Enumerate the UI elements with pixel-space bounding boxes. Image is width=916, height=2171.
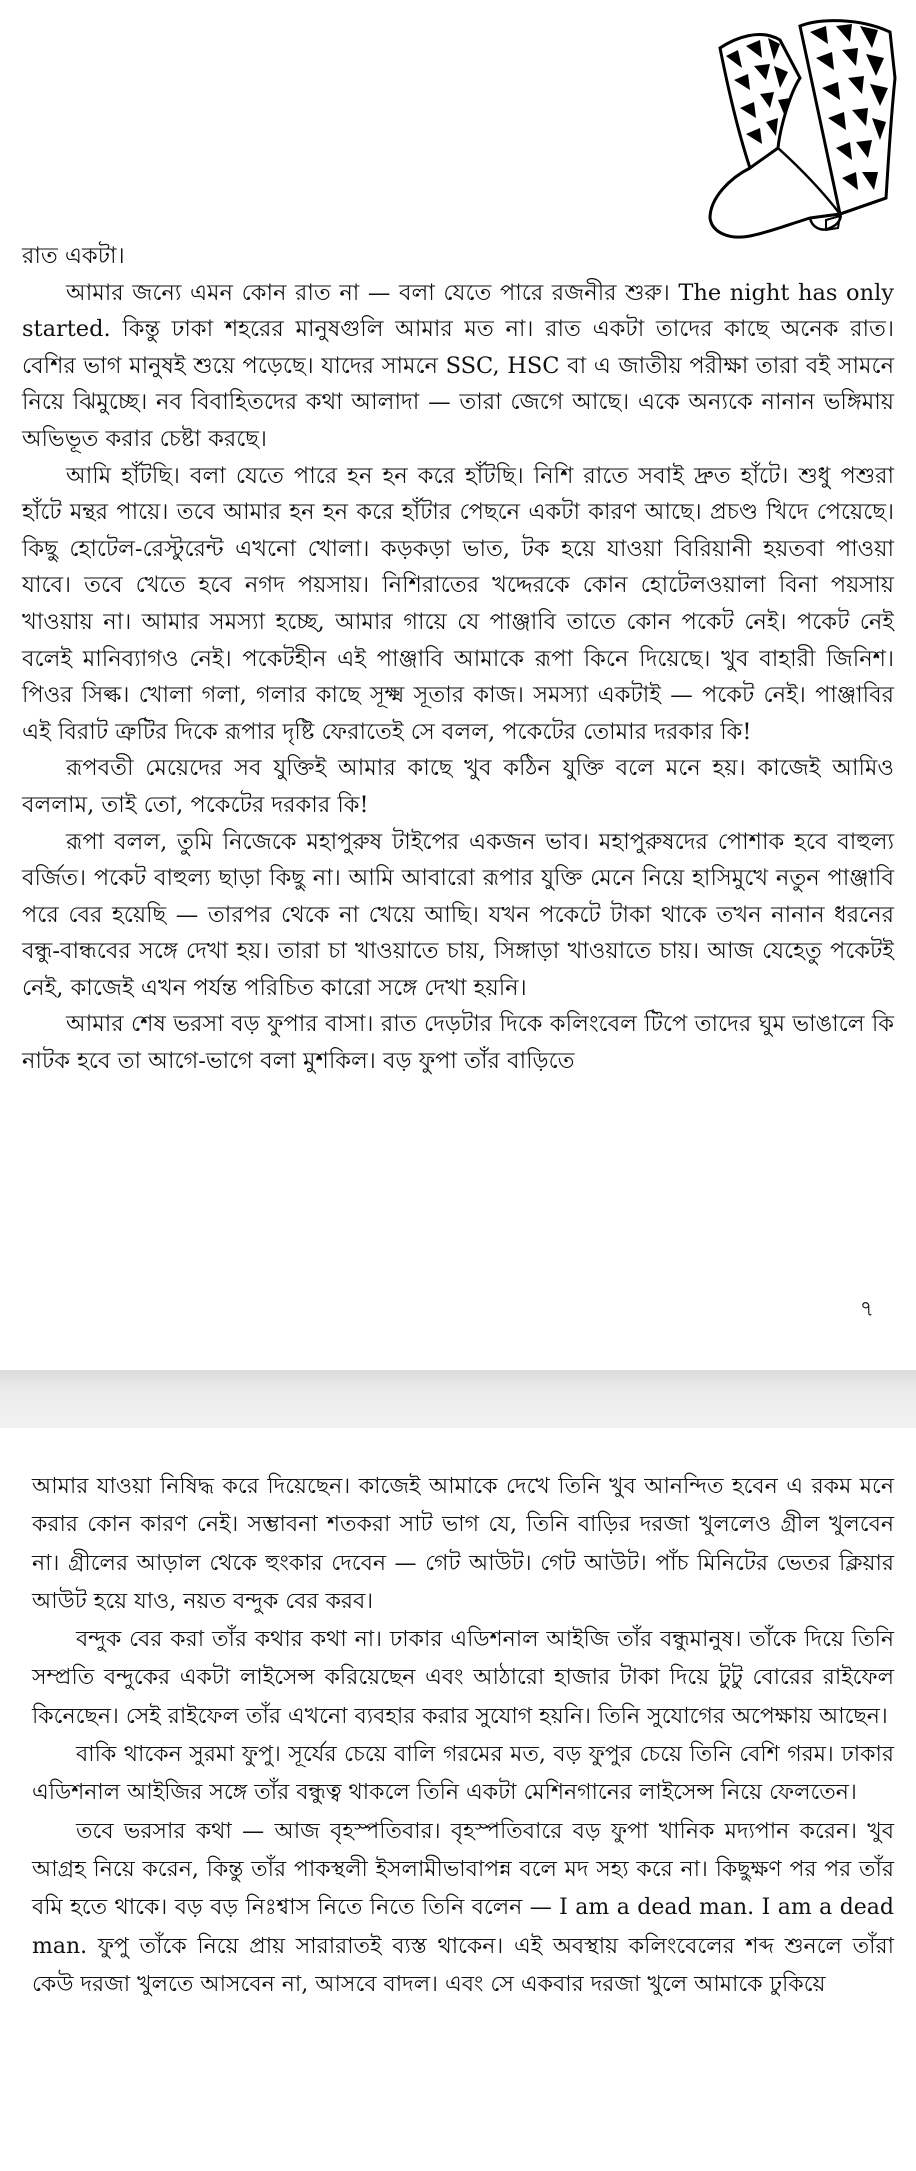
paragraph: আমার যাওয়া নিষিদ্ধ করে দিয়েছেন। কাজেই আমাকে দেখে তিনি খুব আনন্দিত হবেন এ রকম মনে করার কোন কারণ নেই। সম্ভাবনা শতকরা সাট ভাগ যে, তিনি বাড়ির দরজা খুললেও গ্রীল খুলবেন না। গ্রীলের আড়াল থেকে হুংকার দেবেন — গেট আউট। গেট আউট। পাঁচ মিনিটের ভেতর ক্লিয়ার আউট হয়ে যাও, নয়ত বন্দুক বের করব। [32, 1474, 894, 1614]
paragraph: আমার জন্যে এমন কোন রাত না — বলা যেতে পারে রজনীর শুরু। The night has only started. কিন্তু ঢাকা শহরের মানুষগুলি আমার মত না। রাত একটা তাদের কাছে অনেক রাত। বেশির ভাগ মানুষই শুয়ে পড়েছে। যাদের সামনে SSC, HSC বা এ জাতীয় পরীক্ষা তারা বই সামনে নিয়ে ঝিমুচ্ছে। নব বিবাহিতদের কথা আলাদা — তারা জেগে আছে। একে অন্যকে নানান ভঙ্গিমায় অভিভূত করার চেষ্টা করছে। [22, 279, 894, 452]
page-1-body [22, 238, 894, 1080]
page-2-body [32, 1468, 894, 2004]
page-number: ৭ [859, 1297, 874, 1322]
paragraph: রূপবতী মেয়েদের সব যুক্তিই আমার কাছে খুব কঠিন যুক্তি বলে মনে হয়। কাজেই আমিও বললাম, তাই তো, পকেটের দরকার কি! [22, 755, 894, 818]
paragraph: তবে ভরসার কথা — আজ বৃহস্পতিবার। বৃহস্পতিবারে বড় ফুপা খানিক মদ্যপান করেন। খুব আগ্রহ নিয়ে করেন, কিন্তু তাঁর পাকস্থলী ইসলামীভাবাপন্ন বলে মদ সহ্য করে না। কিছুক্ষণ পর পর তাঁর বমি হতে থাকে। বড় বড় নিঃশ্বাস নিতে নিতে তিনি বলেন — I am a dead man. I am a dead man. ফুপু তাঁকে নিয়ে প্রায় সারারাতই ব্যস্ত থাকেন। এই অবস্থায় কলিংবেলের শব্দ শুনলে তাঁরা কেউ দরজা খুলতে আসবেন না, আসবে বাদল। এবং সে একবার দরজা খুলে আমাকে ঢুকিয়ে [32, 1818, 894, 1997]
hands-illustration [690, 18, 912, 248]
paragraph: বন্দুক বের করা তাঁর কথার কথা না। ঢাকার এডিশনাল আইজি তাঁর বন্ধুমানুষ। তাঁকে দিয়ে তিনি সম্প্রতি বন্দুকের একটা লাইসেন্স করিয়েছেন এবং আঠারো হাজার টাকা দিয়ে টুটু বোরের রাইফেল কিনেছেন। সেই রাইফেল তাঁর এখনো ব্যবহার করার সুযোগ হয়নি। তিনি সুযোগের অপেক্ষায় আছেন। [32, 1627, 894, 1729]
paragraph: আমার শেষ ভরসা বড় ফুপার বাসা। রাত দেড়টার দিকে কলিংবেল টিপে তাদের ঘুম ভাঙালে কি নাটক হবে তা আগে-ভাগে বলা মুশকিল। বড় ফুপা তাঁর বাড়িতে [22, 1011, 894, 1075]
book-page-8 [0, 1428, 916, 2171]
page-separator [0, 1370, 916, 1428]
paragraph: রূপা বলল, তুমি নিজেকে মহাপুরুষ টাইপের একজন ভাব। মহাপুরুষদের পোশাক হবে বাহুল্য বর্জিত। পকেট বাহুল্য ছাড়া কিছু না। আমি আবারো রূপার যুক্তি মেনে নিয়ে হাসিমুখে নতুন পাঞ্জাবি পরে বের হয়েছি — তারপর থেকে না খেয়ে আছি। যখন পকেটে টাকা থাকে তখন নানান ধরনের বন্ধু-বান্ধবের সঙ্গে দেখা হয়। তারা চা খাওয়াতে চায়, সিঙ্গাড়া খাওয়াতে চায়। আজ যেহেতু পকেটই নেই, কাজেই এখন পর্যন্ত পরিচিত কারো সঙ্গে দেখা হয়নি। [22, 828, 894, 1001]
paragraph: রাত একটা। [22, 243, 125, 269]
paragraph: বাকি থাকেন সুরমা ফুপু। সূর্যের চেয়ে বালি গরমের মত, বড় ফুপুর চেয়ে তিনি বেশি গরম। ঢাকার এডিশনাল আইজির সঙ্গে তাঁর বন্ধুত্ব থাকলে তিনি একটা মেশিনগানের লাইসেন্স নিয়ে ফেলতেন। [32, 1742, 894, 1806]
paragraph: আমি হাঁটছি। বলা যেতে পারে হন হন করে হাঁটছি। নিশি রাতে সবাই দ্রুত হাঁটে। শুধু পশুরা হাঁটে মন্থর পায়ে। তবে আমার হন হন করে হাঁটার পেছনে একটা কারণ আছে। প্রচণ্ড খিদে পেয়েছে। কিছু হোটেল-রেস্টুরেন্ট এখনো খোলা। কড়কড়া ভাত, টক হয়ে যাওয়া বিরিয়ানী হয়তবা পাওয়া যাবে। তবে খেতে হবে নগদ পয়সায়। নিশিরাতের খদ্দেরকে কোন হোটেলওয়ালা বিনা পয়সায় খাওয়ায় না। আমার সমস্যা হচ্ছে, আমার গায়ে যে পাঞ্জাবি তাতে কোন পকেট নেই। পকেট নেই বলেই মানিব্যাগও নেই। পকেটহীন এই পাঞ্জাবি আমাকে রূপা কিনে দিয়েছে। খুব বাহারী জিনিশ। পিওর সিল্ক। খোলা গলা, গলার কাছে সূক্ষ্ম সূতার কাজ। সমস্যা একটাই — পকেট নেই। পাঞ্জাবির এই বিরাট ত্রুটির দিকে রূপার দৃষ্টি ফেরাতেই সে বলল, পকেটের তোমার দরকার কি! [22, 462, 894, 745]
